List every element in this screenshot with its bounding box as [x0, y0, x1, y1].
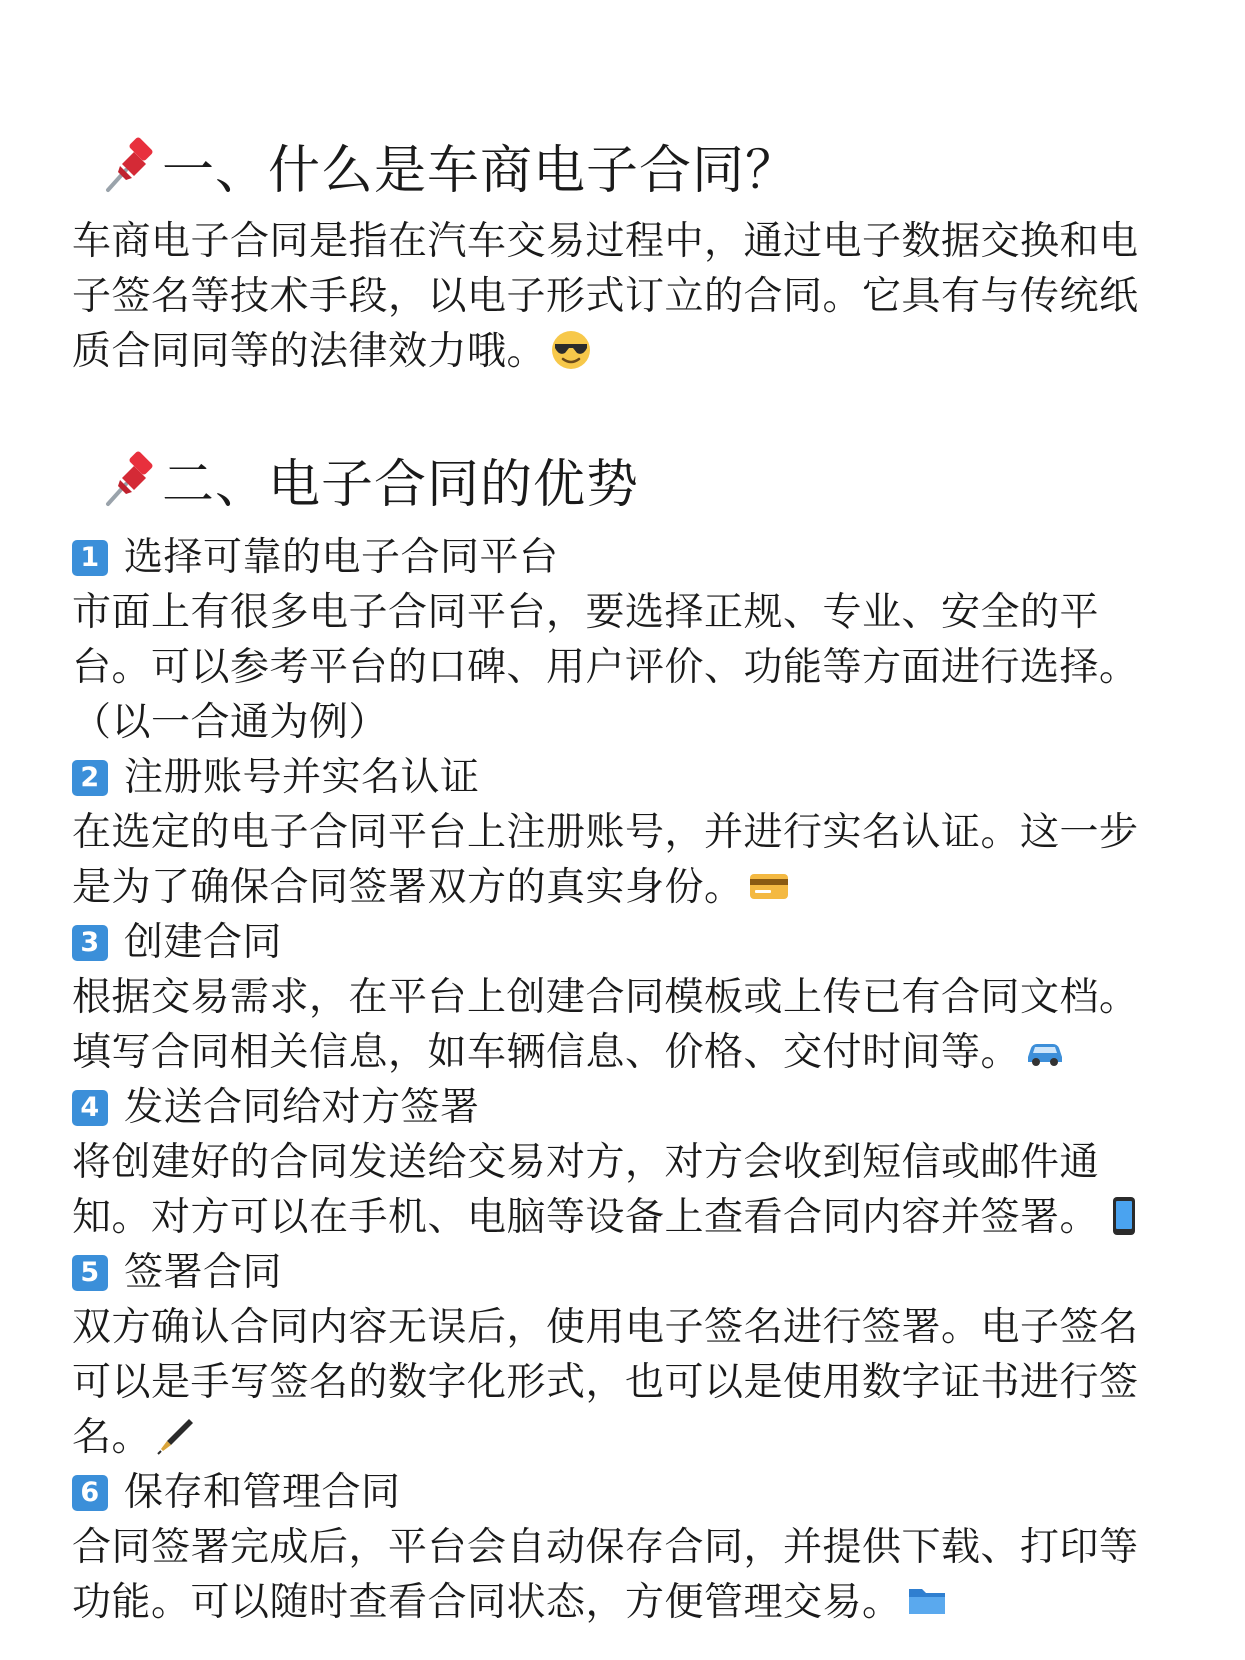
sunglasses-face-icon	[550, 329, 592, 371]
steps-list	[72, 530, 1182, 1630]
body-line: 车商电子合同是指在汽车交易过程中，通过电子数据交换和电	[72, 219, 1139, 264]
body-line: 子签名等技术手段，以电子形式订立的合同。它具有与传统纸	[72, 274, 1139, 319]
step-body-line: 市面上有很多电子合同平台，要选择正规、专业、安全的平	[72, 590, 1100, 635]
step-title-text: 选择可靠的电子合同平台	[124, 535, 559, 580]
section-2-heading	[100, 442, 639, 517]
number-3-badge: 3	[72, 925, 108, 961]
step-title-text: 创建合同	[124, 920, 283, 965]
section-2-title: 二、电子合同的优势	[162, 455, 640, 515]
number-5-badge: 5	[72, 1255, 108, 1291]
step-title	[72, 1245, 1182, 1300]
step-body-line: 名。	[72, 1410, 1182, 1465]
pushpin-icon	[100, 450, 160, 510]
section-1-body	[72, 214, 1182, 379]
step-title	[72, 1465, 1182, 1520]
step-title	[72, 1080, 1182, 1135]
step-title	[72, 915, 1182, 970]
step-title-text: 发送合同给对方签署	[124, 1085, 480, 1130]
body-line: 质合同同等的法律效力哦。	[72, 324, 1182, 379]
step-title-text: 签署合同	[124, 1250, 283, 1295]
mobile-phone-icon	[1103, 1195, 1145, 1237]
step-body-line: 填写合同相关信息，如车辆信息、价格、交付时间等。	[72, 1025, 1182, 1080]
step-body-line: 双方确认合同内容无误后，使用电子签名进行签署。电子签名	[72, 1305, 1139, 1350]
step-title	[72, 530, 1182, 585]
number-6-badge: 6	[72, 1475, 108, 1511]
step-body-line: 知。对方可以在手机、电脑等设备上查看合同内容并签署。	[72, 1190, 1182, 1245]
step-title	[72, 750, 1182, 805]
number-1-badge: 1	[72, 540, 108, 576]
step-title-text: 保存和管理合同	[124, 1470, 401, 1515]
step-body-line: 台。可以参考平台的口碑、用户评价、功能等方面进行选择。	[72, 645, 1139, 690]
step-body-line: 将创建好的合同发送给交易对方，对方会收到短信或邮件通	[72, 1140, 1100, 1185]
section-1-heading	[100, 128, 798, 203]
number-2-badge: 2	[72, 760, 108, 796]
step-body-line: 根据交易需求，在平台上创建合同模板或上传已有合同文档。	[72, 975, 1139, 1020]
fountain-pen-icon	[155, 1415, 197, 1457]
step-body-line: （以一合通为例）	[72, 700, 389, 745]
pushpin-icon	[100, 136, 160, 196]
car-icon	[1024, 1030, 1066, 1072]
step-body-line: 在选定的电子合同平台上注册账号，并进行实名认证。这一步	[72, 810, 1139, 855]
folder-icon	[906, 1580, 948, 1622]
credit-card-icon	[748, 865, 790, 907]
number-4-badge: 4	[72, 1090, 108, 1126]
step-body-line: 是为了确保合同签署双方的真实身份。	[72, 860, 1182, 915]
step-body-line: 功能。可以随时查看合同状态，方便管理交易。	[72, 1575, 1182, 1630]
step-body-line: 可以是手写签名的数字化形式，也可以是使用数字证书进行签	[72, 1360, 1139, 1405]
step-body-line: 合同签署完成后，平台会自动保存合同，并提供下载、打印等	[72, 1525, 1139, 1570]
step-title-text: 注册账号并实名认证	[124, 755, 480, 800]
section-1-title: 一、什么是车商电子合同？	[162, 141, 799, 201]
